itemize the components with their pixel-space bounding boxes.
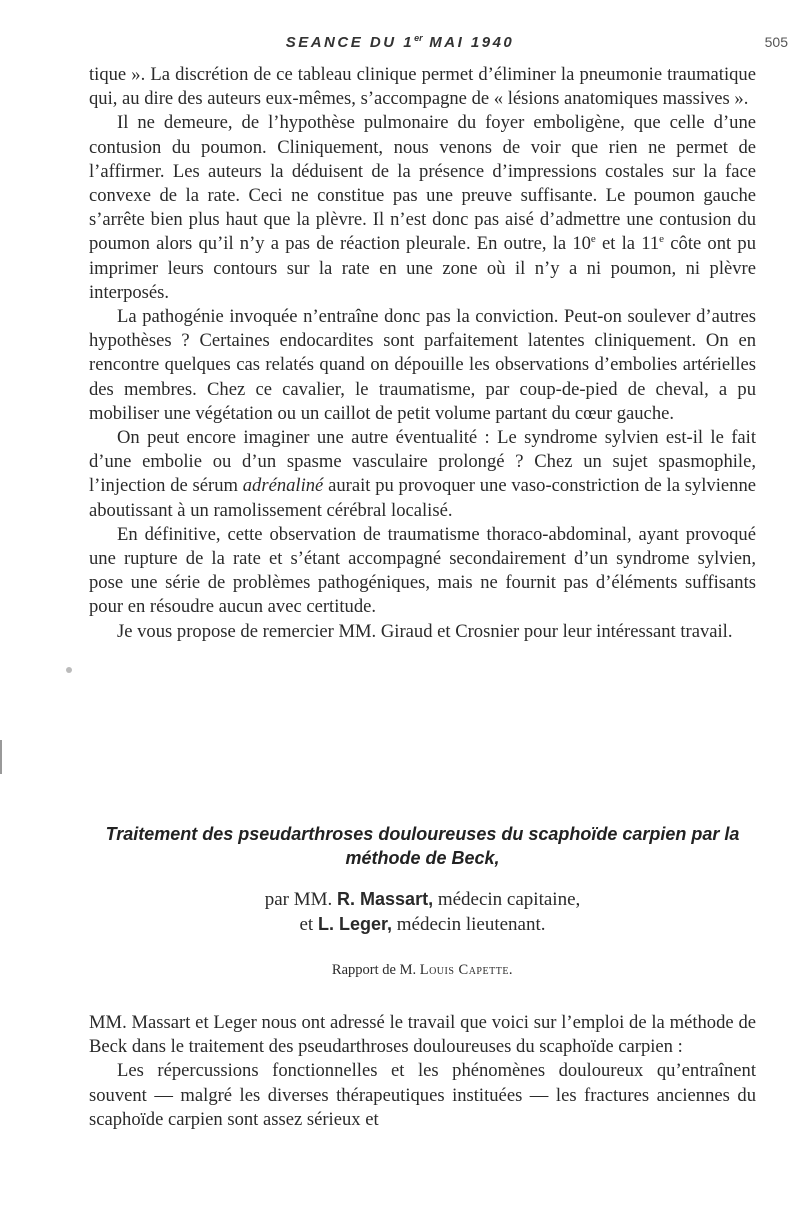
report-line	[89, 960, 756, 980]
paragraph-4	[89, 426, 756, 523]
paragraph-1: tique ». La discrétion de ce tableau clinique permet d’éliminer la pneumonie traumatique qui, au dire des auteurs eux-mêmes, s’accompagne de « lésions anatomiques massives ».	[89, 64, 756, 110]
author-line-1	[89, 887, 756, 912]
paragraph-8: Les répercussions fonctionnelles et les phénomènes douloureux qu’entraînent souvent — malgré les diverses thérapeutiques instituées — les fractures anciennes du scaphoïde carpien sont assez sérieux et	[89, 1060, 756, 1130]
page-number: 505	[764, 34, 788, 50]
author-2-role: médecin lieutenant.	[391, 914, 546, 935]
author-2-name: L. Leger,	[317, 914, 392, 934]
running-head-title-sup: er	[414, 33, 423, 43]
authors-block	[89, 887, 756, 937]
paragraph-2	[89, 111, 756, 305]
paragraph-7: MM. Massart et Leger nous ont adressé le travail que voici sur l’emploi de la méthode de Beck dans le traitement des pseudarthroses douloureuses du scaphoïde carpien :	[89, 1012, 756, 1058]
paragraph-5: En définitive, cette observation de traumatisme thoraco-abdominal, ayant provoqué une rupture de la rate et s’étant accompagné secondairement d’un syndrome sylvien, pose une série de problèmes pathogéniques, mais ne fournit pas d’éléments suffisants pour en résoudre aucun avec certitude.	[89, 523, 756, 618]
running-head-title	[0, 33, 800, 51]
margin-dot-mark	[66, 667, 72, 673]
paragraph-3: La pathogénie invoquée n’entraîne donc pas la conviction. Peut-on soulever d’autres hypothèses ? Certaines endocardites sont parfaitement latentes cliniquement. On en rencontre quelques cas relatés quand on dépouille les observations d’embolies artérielles des membres. Chez ce cavalier, le traumatisme, par coup-de-pied de cheval, a pu mobiliser une végétation ou un caillot de petit volume partant du cœur gauche.	[89, 306, 756, 424]
running-head	[0, 33, 800, 55]
article-title: Traitement des pseudarthroses douloureuses du scaphoïde carpien par la méthode de Beck,	[105, 824, 740, 868]
report-name: Louis Capette.	[419, 962, 514, 978]
paragraph-4-text: On peut encore imaginer une autre éventualité : Le syndrome sylvien est-il le fait d’une embolie ou d’un spasme vasculaire prolongé ? Chez un sujet spasmophile, l’injection de sérum	[89, 427, 756, 497]
author-2-prefix: et	[299, 914, 318, 935]
rib-10: 10	[572, 233, 591, 255]
paragraph-6: Je vous propose de remercier MM. Giraud et Crosnier pour leur intéressant travail.	[117, 620, 733, 642]
author-1-prefix: par MM.	[264, 889, 338, 910]
running-head-title-date: MAI 1940	[422, 34, 515, 51]
body-text-bottom	[89, 1011, 756, 1132]
body-text-top	[89, 63, 756, 644]
paragraph-2-text: Il ne demeure, de l’hypothèse pulmonaire du foyer emboligène, que celle d’une contusion du poumon. Cliniquement, nous venons de voir que rien ne permet de l’affirmer. Les auteurs la déduisent de la présence d’impressions costales sur la face convexe de la rate. Ceci ne constitue pas une preuve suffisante. Le poumon gauche s’arrête bien plus haut que la plèvre. Il n’est donc pas aisé d’admettre une contusion du poumon alors qu’il n’y a pas de réaction pleurale. En outre, la	[89, 112, 756, 255]
author-line-2	[89, 912, 756, 937]
margin-bar-mark	[0, 740, 2, 774]
rib-11: 11	[641, 233, 660, 255]
adrenaline-italic: adrénaliné	[242, 475, 324, 497]
rib-10-sup: e	[590, 233, 596, 246]
rib-11-sup: e	[659, 233, 665, 246]
paragraph-2-end: côte ont pu imprimer leurs contours sur la rate en une zone où il n’y a ni poumon, ni plèvre interposés.	[89, 233, 756, 303]
report-prefix: Rapport de M.	[331, 962, 420, 978]
author-1-role: médecin capitaine,	[433, 889, 581, 910]
running-head-title-main: SEANCE DU 1	[285, 34, 415, 51]
paragraph-4-end: aurait pu provoquer une vaso-constriction de la sylvienne aboutissant à un ramolissement cérébral localisé.	[89, 475, 756, 521]
author-1-name: R. Massart,	[337, 889, 434, 909]
rib-connector: et la	[595, 233, 642, 255]
